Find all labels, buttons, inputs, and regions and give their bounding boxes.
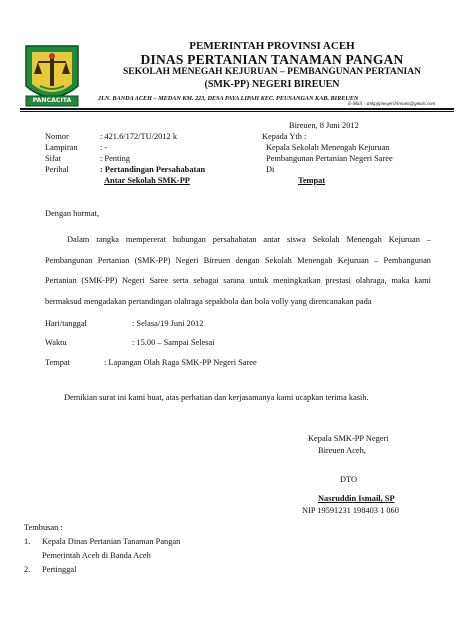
cc-item-1-number: 1.: [24, 537, 31, 546]
date-line: Bireuen, 8 Juni 2012: [289, 121, 359, 130]
greeting: Dengan hormat,: [45, 209, 99, 218]
detail-value-place: : Lapangan Olah Raga SMK-PP Negeri Saree: [104, 358, 257, 367]
recipient-kepada: Kepada Yth :: [262, 132, 307, 141]
letterhead-line3: SEKOLAH MENEGAH KEJURUAN – PEMBANGUNAN PERTANIAN: [123, 67, 421, 77]
meta-label-lampiran: Lampiran: [45, 143, 78, 152]
detail-value-date: : Selasa/19 Juni 2012: [132, 319, 204, 328]
detail-label-time: Waktu: [45, 338, 67, 347]
cc-item-2-number: 2.: [24, 565, 31, 574]
signature-nip: NIP 19591231 198403 1 060: [302, 506, 399, 515]
letterhead-line2: DINAS PERTANIAN TANAMAN PANGAN: [140, 52, 404, 67]
detail-value-time: : 15.00 – Sampai Selesai: [132, 338, 215, 347]
meta-label-perihal: Perihal: [45, 165, 69, 174]
cc-item-1-line2: Pemerintah Aceh di Banda Aceh: [42, 551, 151, 560]
cc-item-1-line1: Kepala Dinas Pertanian Tanaman Pangan: [42, 537, 181, 546]
signature-name: Nasruddin Ismail, SP: [318, 494, 395, 503]
detail-label-place: Tempat: [45, 358, 70, 367]
signature-dto: DTO: [340, 475, 358, 484]
perihal-line2: Antar Sekolah SMK-PP: [104, 176, 190, 185]
meta-label-nomor: Nomor: [45, 132, 69, 141]
cc-heading: Tembusan :: [24, 523, 63, 532]
meta-label-sifat: Sifat: [45, 154, 61, 163]
detail-label-date: Hari/tanggal: [45, 319, 87, 328]
letterhead-address: JLN. BANDA ACEH – MEDAN KM. 223, DESA PAYA LIPAH KEC. PEUSANGAN KAB. BIREUEN: [98, 95, 359, 102]
government-logo: [20, 42, 84, 110]
recipient-di: Di: [266, 165, 275, 174]
letterhead-line4: (SMK-PP) NEGERI BIREUEN: [204, 79, 340, 90]
recipient-line1: Kepala Sekolah Menengah Kejuruan: [266, 143, 390, 152]
signature-title2: Bireuen Aceh,: [318, 446, 366, 455]
recipient-tempat: Tempat: [298, 176, 326, 185]
letterhead-rule-thick: [20, 108, 454, 110]
logo-ribbon-text: PANCACITA: [32, 97, 72, 104]
meta-value-sifat: : Penting: [100, 154, 131, 163]
recipient-line2: Pembangunan Pertanian Negeri Saree: [266, 154, 393, 163]
body-paragraph: Dalam rangka mempererat hubungan persahabatan antar siswa Sekolah Menengah Kejuruan – Pembangunan Pertanian (SMK-PP) Negeri Bireuen dengan Sekolah Menengah Kejuruan – Pembangunan Pertanian (SMK-PP) Negeri Saree serta sebagai sarana untuk meningkatkan prestasi olahraga, maka kami bermaksud mengadakan pertandingan olahraga sepakbola dan bola volly yang direncanakan pada: [45, 235, 431, 306]
signature-title1: Kepala SMK-PP Negeri: [308, 434, 389, 443]
letterhead-rule-thin: [20, 111, 454, 112]
meta-value-lampiran: : -: [100, 143, 108, 152]
letterhead-email: E-Mail : smkpppnegeribireuen@gmail.com: [348, 102, 436, 107]
meta-value-perihal: : Pertandingan Persahabatan: [100, 165, 206, 174]
meta-value-nomor: : 421.6/172/TU/2012 k: [100, 132, 178, 141]
letterhead-line1: PEMERINTAH PROVINSI ACEH: [189, 40, 355, 52]
closing-sentence: Demikian surat ini kami buat, atas perhatian dan kerjasamanya kami ucapkan terima kasih.: [64, 393, 369, 402]
cc-item-2-line1: Pertinggal: [42, 565, 77, 574]
